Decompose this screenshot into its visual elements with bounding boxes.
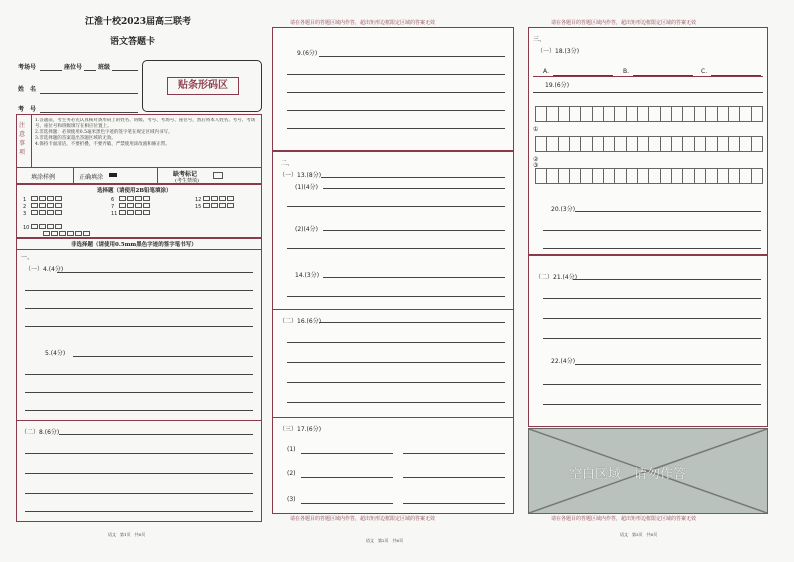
q19-grid-2[interactable] <box>535 136 763 152</box>
q22-label: 22.(4分) <box>551 358 576 365</box>
fill-sample-box <box>16 167 262 184</box>
q19-mark-3: ③ <box>533 162 539 169</box>
q18-label: （一）18.(3分) <box>537 48 580 55</box>
correct-fill-label: 正确填涂 <box>79 174 104 181</box>
q13-label: （一）13.(8分) <box>279 172 322 179</box>
q17-sub2-label: (2) <box>287 470 296 477</box>
q19-grid-1[interactable] <box>535 106 763 122</box>
filled-mark-icon <box>109 173 117 177</box>
barcode-area <box>142 60 262 112</box>
absent-checkbox[interactable] <box>213 172 223 179</box>
q9-label: 9.(6分) <box>297 50 318 57</box>
absent-mark-note: (考生禁填) <box>175 178 199 184</box>
q17-sub1-label: (1) <box>287 446 296 453</box>
bottom-warning: 请在各题目的答题区域内作答，超出矩形边框限定区域的答案无效 <box>551 516 697 522</box>
section-three-label: 三、 <box>533 36 546 43</box>
note-item: 4.保持卡面清洁，不要折叠、不要弄破、严禁使用涂改液和修正带。 <box>35 142 170 147</box>
candidate-no-label: 考 号 <box>18 106 37 113</box>
exam-no-label: 考场号 <box>18 64 37 71</box>
q17-sub3-label: (3) <box>287 496 296 503</box>
top-warning: 请在各题目的答题区域内作答，超出矩形边框限定区域的答案无效 <box>551 20 697 26</box>
q8-label: （二）8.(6分) <box>21 429 60 436</box>
notes-heading: 注意事项 <box>19 122 26 156</box>
section-one-label: 一、 <box>21 254 34 261</box>
barcode-label: 贴条形码区 <box>167 77 239 95</box>
answer-area-q8[interactable] <box>16 420 262 522</box>
top-warning: 请在各题目的答题区域内作答，超出矩形边框限定区域的答案无效 <box>290 20 436 26</box>
q13-2-label: (2)(4分) <box>295 226 318 233</box>
q19-mark-1: ① <box>533 126 539 133</box>
answer-area-q9[interactable] <box>272 27 514 151</box>
q19-grid-3[interactable] <box>535 168 763 184</box>
seat-no-label: 座位号 <box>64 64 83 71</box>
answer-area-q16[interactable] <box>272 309 514 418</box>
answer-area-section-three[interactable] <box>528 27 768 255</box>
q18-option-a: A. <box>543 68 549 75</box>
notes-box <box>16 114 262 168</box>
absent-mark-label: 缺考标记 <box>173 171 198 178</box>
bottom-warning: 请在各题目的答题区域内作答，超出矩形边框限定区域的答案无效 <box>290 516 436 522</box>
section-two-label: 二、 <box>281 160 294 167</box>
answer-area-q13-q14[interactable] <box>272 151 514 310</box>
q14-label: 14.(3分) <box>295 272 320 279</box>
note-item: 2.非选择题：必须使用0.5毫米黑色字迹的签字笔在规定区域内书写。 <box>35 130 173 135</box>
q18-option-c: C. <box>701 68 708 75</box>
notes-list <box>35 118 259 166</box>
answer-area-q4-q5[interactable] <box>16 249 262 421</box>
name-label: 姓 名 <box>18 86 37 93</box>
q18-option-b: B. <box>623 68 630 75</box>
choice-section: 选择题（请使用2B铅笔填涂） 1 2 3 10 6 7 11 12 15 <box>16 184 262 238</box>
note-item: 1.答题前，考生务必先认真核对条形码上的姓名、班级、考号、考场号、座位号，然后将本人姓名、考号、考场号、座位号和班级填写在相应位置上。 <box>35 118 256 129</box>
q5-label: 5.(4分) <box>45 350 66 357</box>
q4-label: （一）4.(4分) <box>25 266 64 273</box>
q21-label: （二）21.(4分) <box>535 274 578 281</box>
q19-mark-2: ② <box>533 156 539 163</box>
q20-label: 20.(3分) <box>551 206 576 213</box>
answer-area-q21-q22[interactable] <box>528 255 768 427</box>
q13-1-label: (1)(4分) <box>295 184 318 191</box>
q16-label: （二）16.(6分) <box>279 318 322 325</box>
answer-area-q17[interactable] <box>272 417 514 514</box>
q19-label: 19.(6分) <box>545 82 570 89</box>
q17-label: （三）17.(6分) <box>279 426 322 433</box>
note-item: 3.非选择题的答案超出答题区域的无效。 <box>35 136 116 141</box>
non-choice-title: 非选择题（请使用0.5mm黑色字迹的签字笔书写） <box>71 242 197 248</box>
page-footer: 语文 第3页 共6页 <box>620 532 658 537</box>
page-footer: 语文 第1页 共6页 <box>108 532 146 537</box>
page-footer: 语文 第2页 共6页 <box>366 538 404 543</box>
blank-area <box>528 428 768 514</box>
fill-sample-label: 填涂样例 <box>31 174 56 181</box>
choice-title: 选择题（请使用2B铅笔填涂） <box>97 188 172 194</box>
school-title: 江淮十校2023届高三联考 <box>85 17 192 27</box>
card-title: 语文答题卡 <box>110 37 156 47</box>
blank-area-label: 空白区域 请勿作答 <box>569 467 687 482</box>
class-label: 班级 <box>98 64 111 71</box>
